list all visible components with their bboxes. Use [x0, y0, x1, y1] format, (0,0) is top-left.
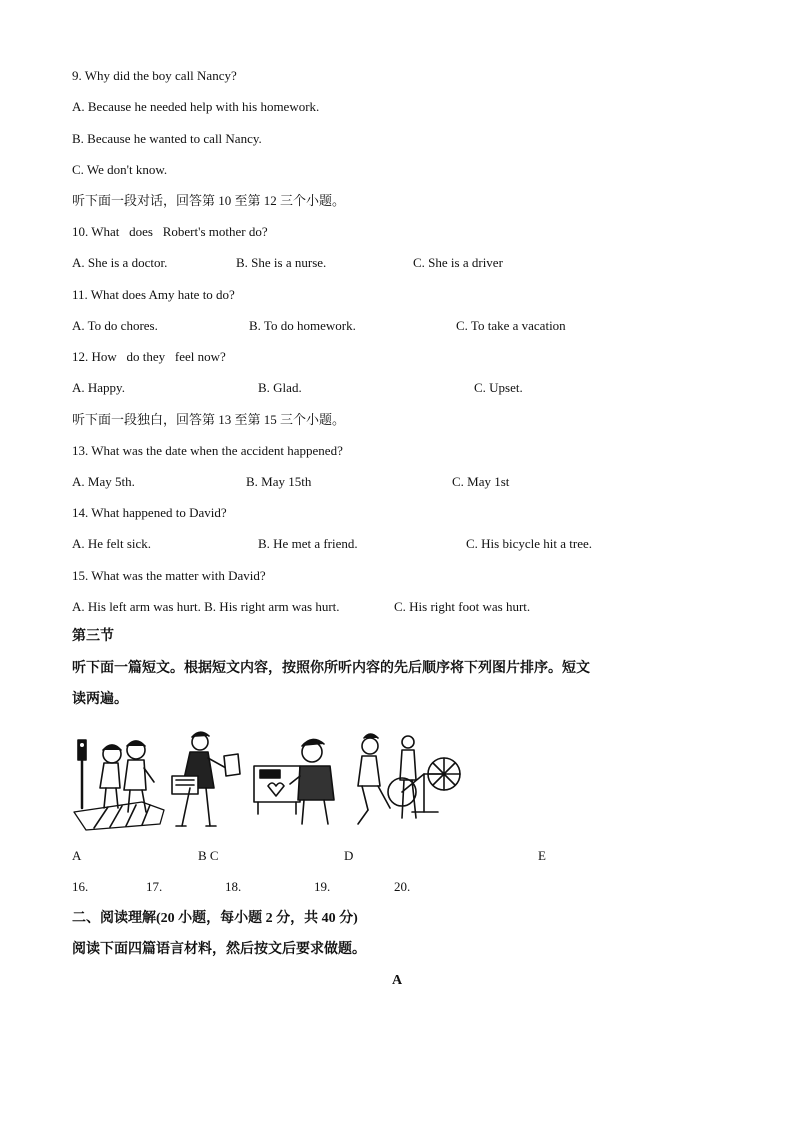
q12-option-b: B. Glad.	[258, 380, 302, 395]
question-14: 14. What happened to David?	[72, 505, 227, 520]
question-15: 15. What was the matter with David?	[72, 568, 266, 583]
answer-blank-17: 17.	[146, 879, 163, 894]
picture-label-bc: B C	[198, 848, 219, 863]
passage-label: A	[391, 973, 403, 988]
q15-option-ab: A. His left arm was hurt. B. His right arm was hurt.	[72, 599, 340, 614]
picture-label-e: E	[538, 848, 546, 863]
q10-option-a: A. She is a doctor.	[72, 255, 168, 270]
q11-option-c: C. To take a vacation	[456, 318, 566, 333]
picture-strip	[72, 728, 464, 832]
q13-option-c: C. May 1st	[452, 474, 510, 489]
q13-option-a: A. May 5th.	[72, 474, 135, 489]
section-3-heading: 第三节	[72, 629, 114, 644]
question-13: 13. What was the date when the accident happened?	[72, 443, 343, 458]
section-3-instruction-2: 读两遍。	[72, 692, 128, 707]
picture-a-crossing-street	[74, 740, 164, 830]
q10-option-b: B. She is a nurse.	[236, 255, 327, 270]
question-12: 12. How do they feel now?	[72, 349, 226, 364]
q9-option-c: C. We don't know.	[72, 162, 168, 177]
q14-option-c: C. His bicycle hit a tree.	[466, 536, 592, 551]
q11-option-b: B. To do homework.	[249, 318, 356, 333]
q14-option-a: A. He felt sick.	[72, 536, 152, 551]
answer-blank-20: 20.	[394, 879, 411, 894]
instruction-10-12: 听下面一段对话，回答第 10 至第 12 三个小题。	[72, 193, 346, 208]
q13-option-b: B. May 15th	[246, 474, 312, 489]
picture-label-a: A	[72, 848, 82, 863]
answer-blank-18: 18.	[225, 879, 242, 894]
part-2-heading: 二、阅读理解(20 小题，每小题 2 分，共 40 分)	[72, 911, 358, 926]
answer-blank-16: 16.	[72, 879, 89, 894]
q14-option-b: B. He met a friend.	[258, 536, 358, 551]
instruction-13-15: 听下面一段独白，回答第 13 至第 15 三个小题。	[72, 412, 346, 427]
q10-option-c: C. She is a driver	[413, 255, 503, 270]
picture-d-donation-box	[254, 739, 334, 824]
picture-label-d: D	[344, 848, 354, 863]
q12-option-a: A. Happy.	[72, 380, 125, 395]
part-2-instruction: 阅读下面四篇语言材料，然后按文后要求做题。	[72, 942, 366, 957]
q9-option-a: A. Because he needed help with his homework.	[72, 99, 320, 114]
picture-e-fixing-bicycle	[358, 734, 460, 824]
q12-option-c: C. Upset.	[474, 380, 523, 395]
question-9: 9. Why did the boy call Nancy?	[72, 68, 237, 83]
q11-option-a: A. To do chores.	[72, 318, 158, 333]
answer-blank-19: 19.	[314, 879, 331, 894]
question-11: 11. What does Amy hate to do?	[72, 287, 235, 302]
q15-option-c: C. His right foot was hurt.	[394, 599, 531, 614]
picture-bc-man-with-bag	[172, 732, 240, 826]
q9-option-b: B. Because he wanted to call Nancy.	[72, 131, 262, 146]
section-3-instruction-1: 听下面一篇短文。根据短文内容，按照你所听内容的先后顺序将下列图片排序。短文	[72, 661, 590, 676]
question-10: 10. What does Robert's mother do?	[72, 224, 268, 239]
